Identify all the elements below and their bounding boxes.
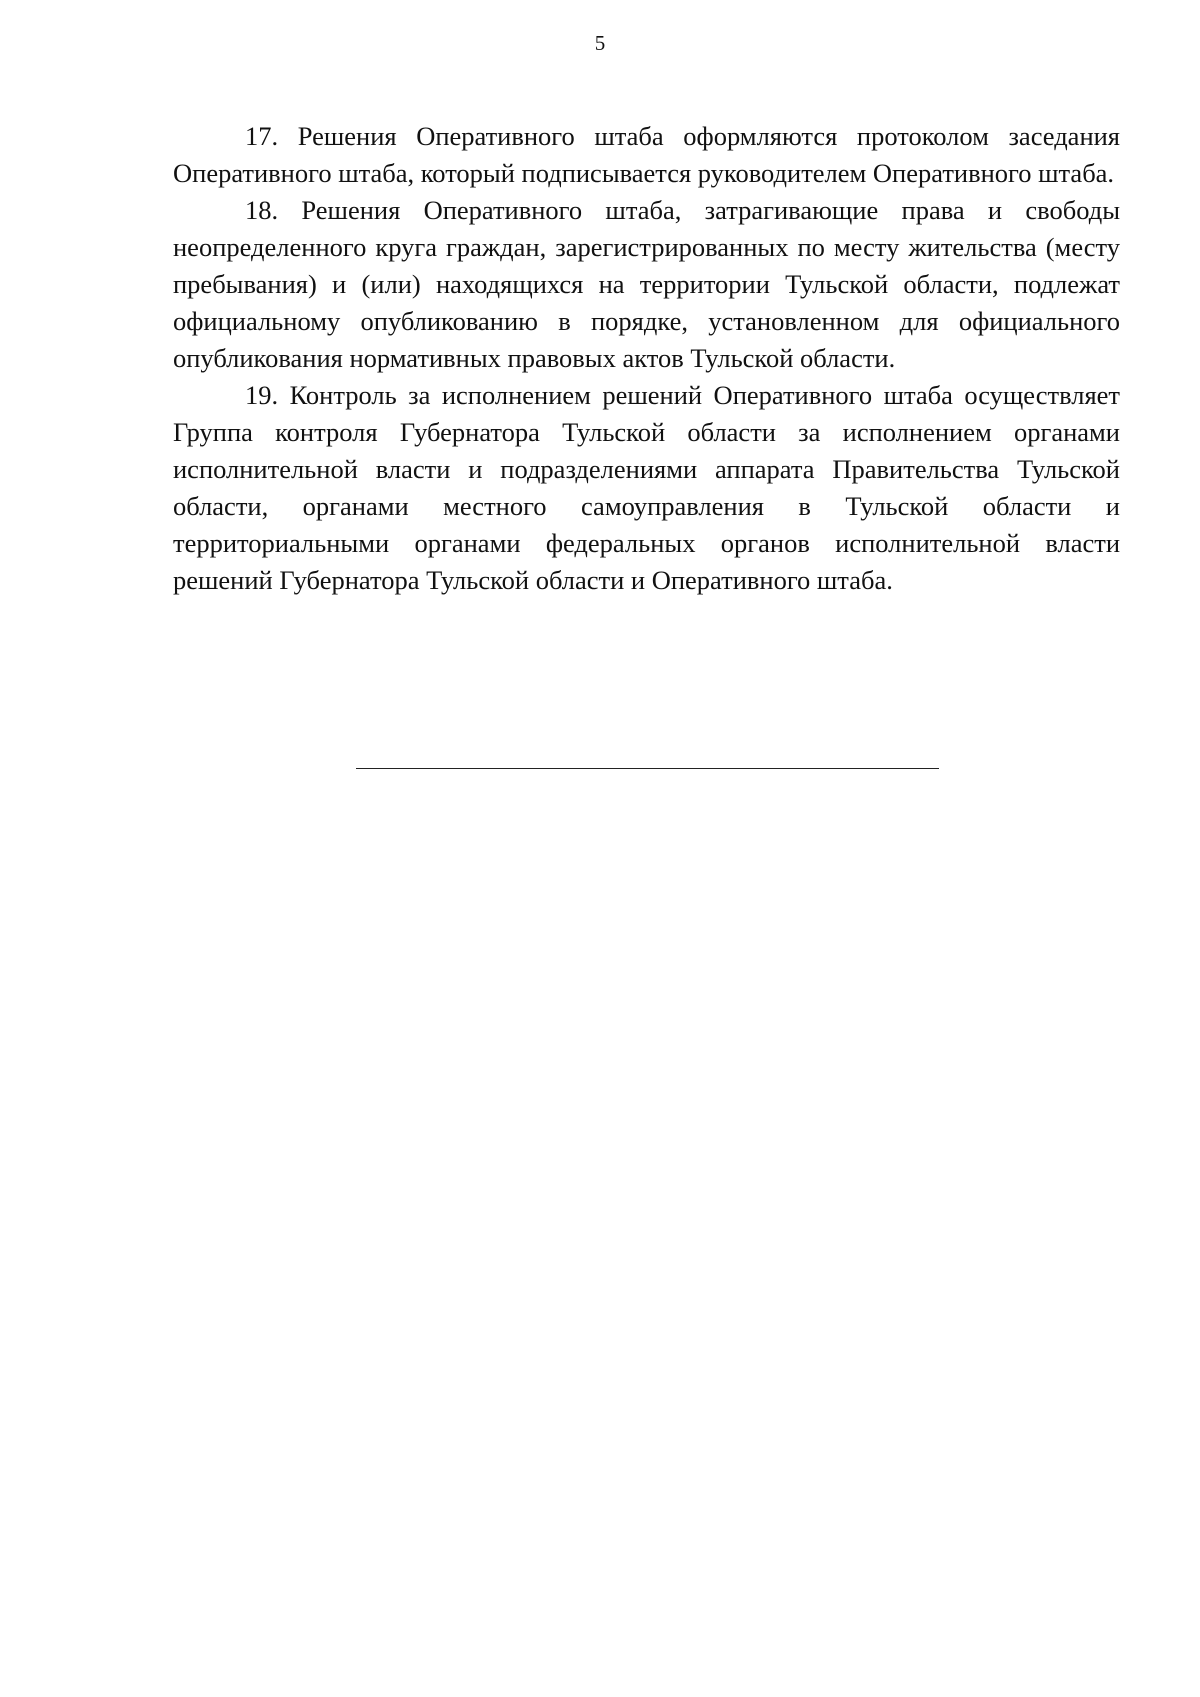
document-body bbox=[173, 118, 1120, 599]
paragraph-19: 19. Контроль за исполнением решений Оперативного штаба осуществляет Группа контроля Губернатора Тульской области за исполнением органами исполнительной власти и подразделениями аппарата Правительства Тульской области, органами местного самоуправления в Тульской области и территориальными органами федеральных органов исполнительной власти решений Губернатора Тульской области и Оперативного штаба. bbox=[173, 380, 1120, 595]
paragraph-17: 17. Решения Оперативного штаба оформляются протоколом заседания Оперативного штаба, который подписывается руководителем Оперативного штаба. bbox=[173, 121, 1120, 188]
paragraph-18: 18. Решения Оперативного штаба, затрагивающие права и свободы неопределенного круга граждан, зарегистрированных по месту жительства (месту пребывания) и (или) находящихся на территории Тульской области, подлежат официальному опубликованию в порядке, установленном для официального опубликования нормативных правовых актов Тульской области. bbox=[173, 195, 1120, 373]
page-number: 5 bbox=[594, 31, 606, 55]
end-separator-line bbox=[356, 768, 939, 769]
